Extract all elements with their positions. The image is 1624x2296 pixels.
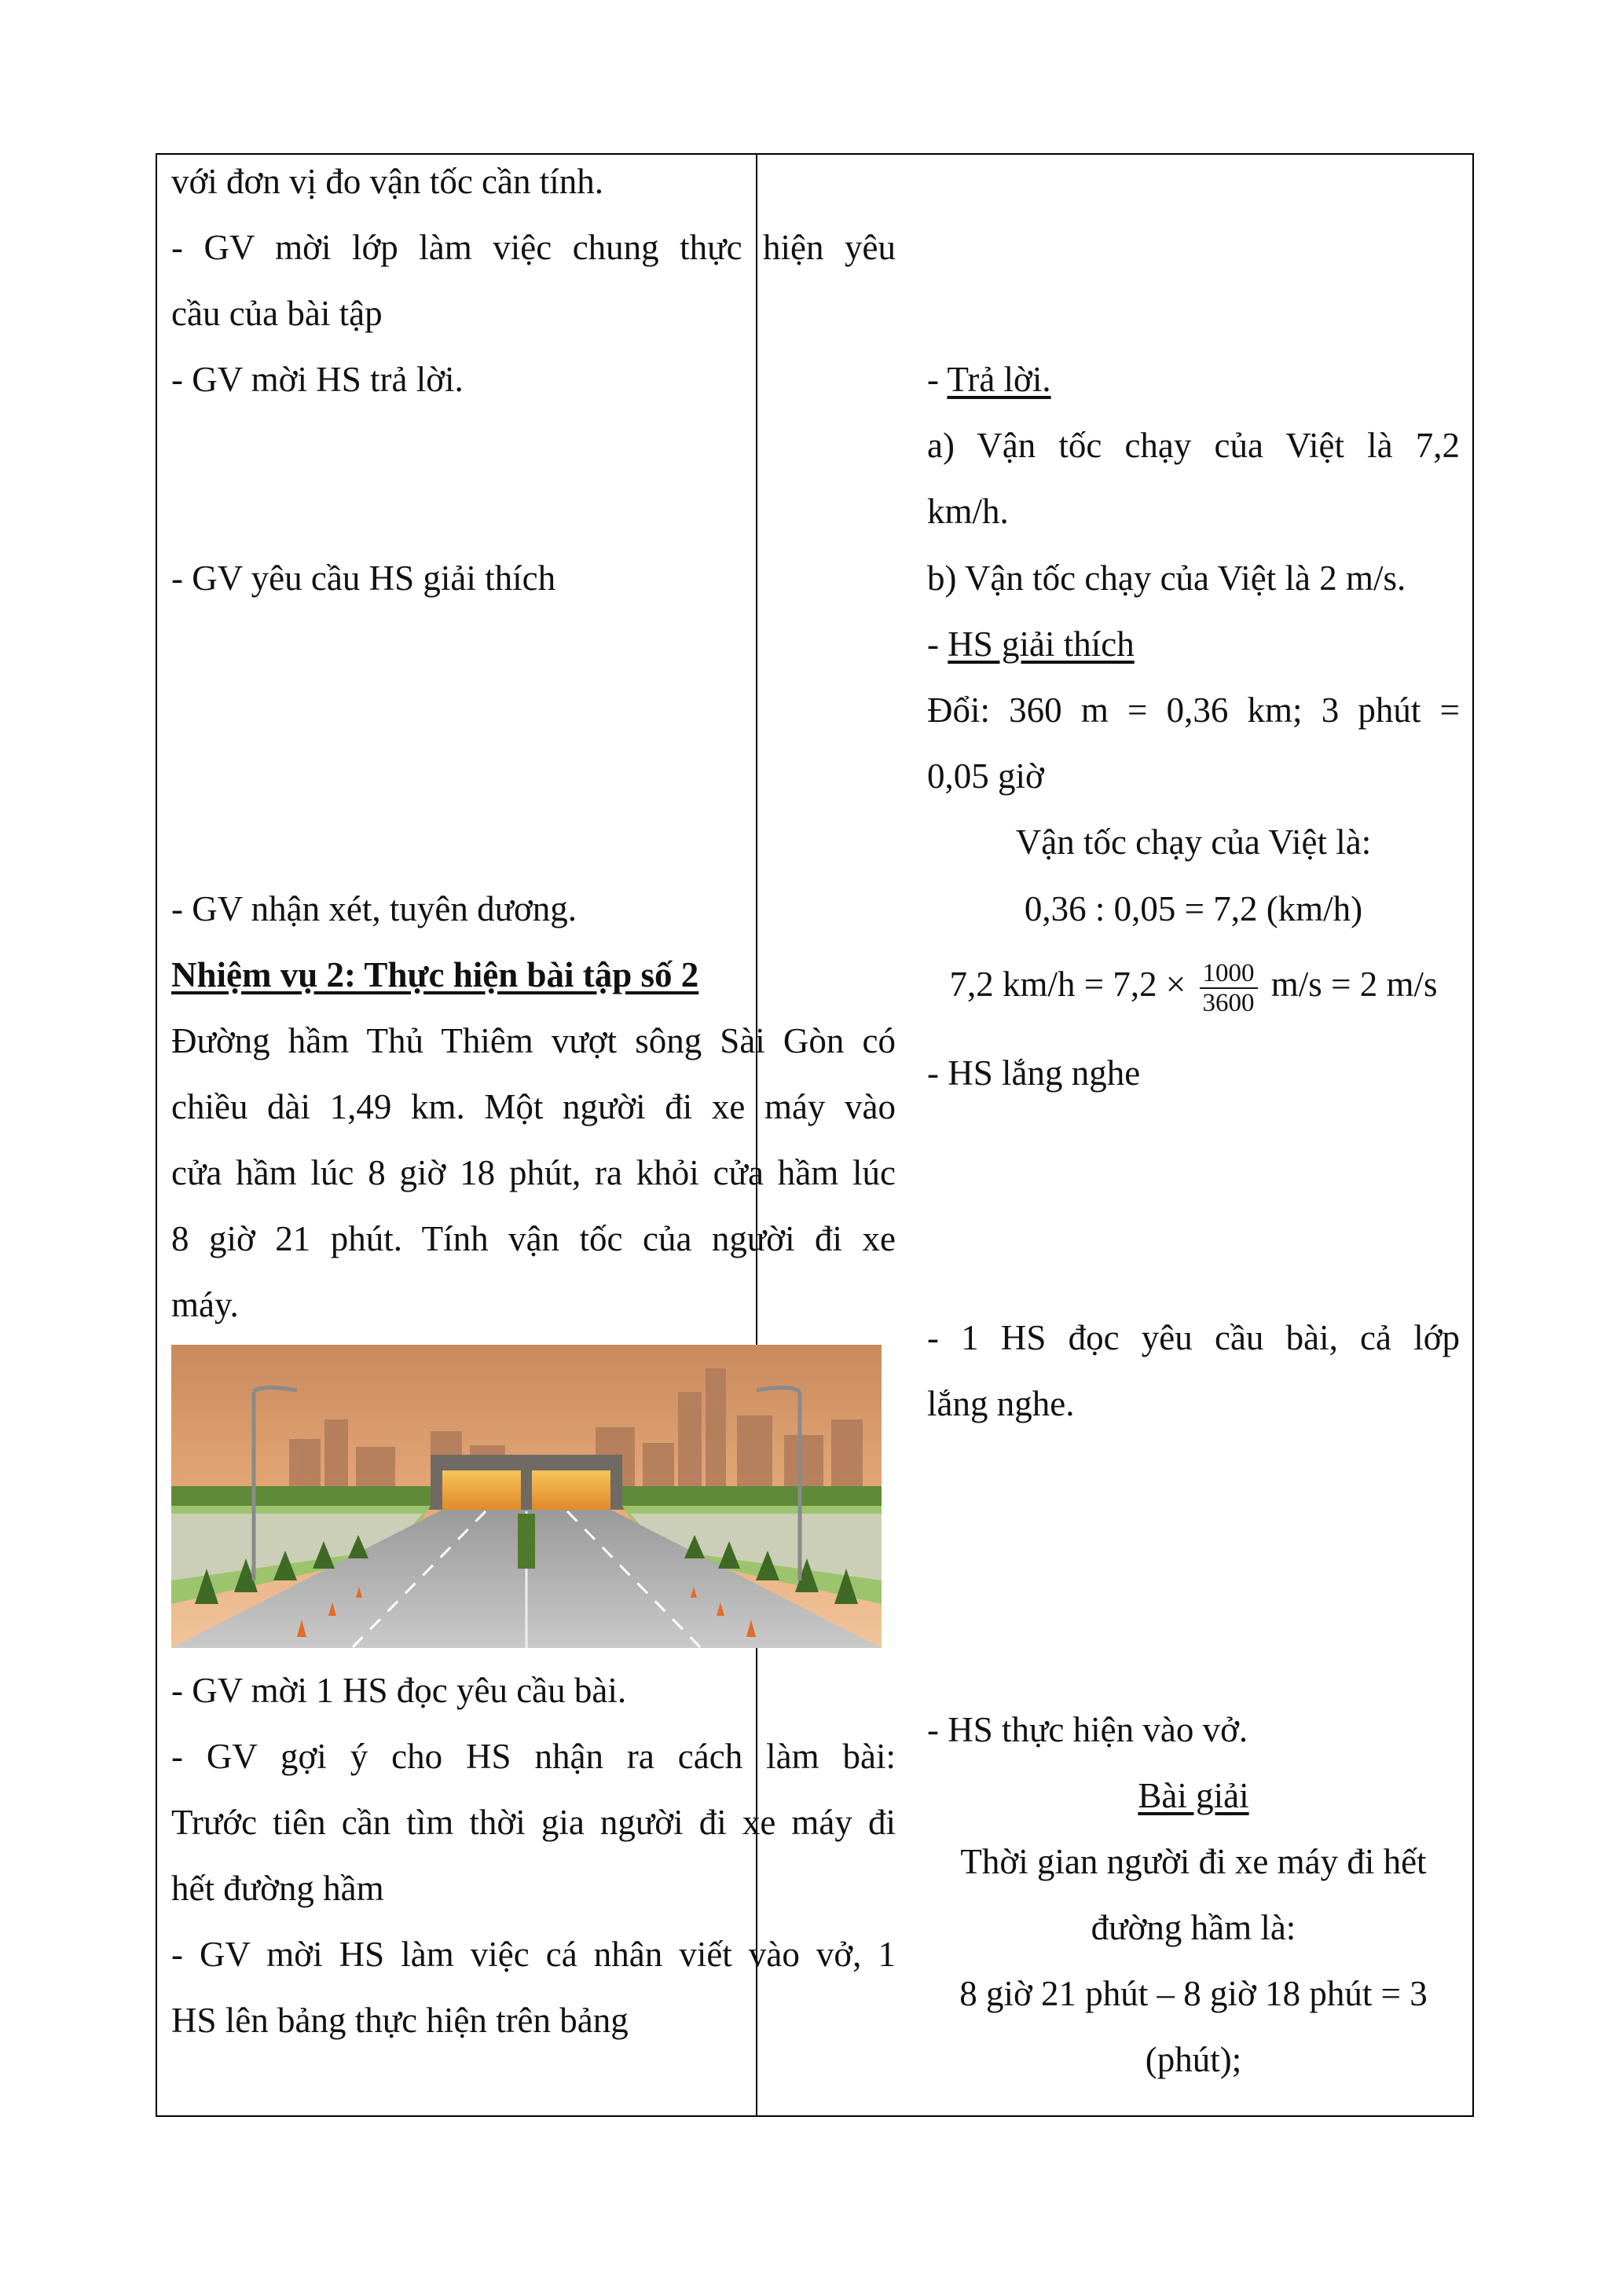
right-line-14: - HS thực hiện vào vở. — [927, 1710, 1248, 1749]
left-line-1: với đơn vị đo vận tốc cần tính. — [171, 162, 603, 201]
answer-heading: Trả lời. — [947, 360, 1051, 399]
right-line-18: 8 giờ 21 phút – 8 giờ 18 phút = 3 — [959, 1974, 1428, 2013]
fraction-denominator: 3600 — [1202, 988, 1255, 1017]
left-line-12: máy. — [171, 1285, 239, 1324]
left-line-3: cầu của bài tập — [171, 294, 383, 333]
left-line-13: - GV mời 1 HS đọc yêu cầu bài. — [171, 1671, 627, 1710]
left-line-14: - GV gợi ý cho HS nhận ra cách làm bài: — [171, 1737, 896, 1776]
task-2-heading: Nhiệm vụ 2: Thực hiện bài tập số 2 — [171, 955, 699, 994]
right-line-17: đường hầm là: — [1091, 1908, 1296, 1947]
left-line-5: - GV yêu cầu HS giải thích — [171, 558, 556, 598]
right-line-1 — [927, 357, 1460, 401]
solution-heading-text: Bài giải — [1138, 1776, 1249, 1815]
right-line-3: km/h. — [927, 492, 1009, 531]
right-line-5 — [927, 622, 1460, 666]
right-line-12: - 1 HS đọc yêu cầu bài, cả lớp — [927, 1318, 1460, 1357]
left-line-4: - GV mời HS trả lời. — [171, 360, 464, 399]
right-line-19: (phút); — [1145, 2040, 1242, 2079]
left-line-16: hết đường hầm — [171, 1869, 384, 1908]
left-line-11: 8 giờ 21 phút. Tính vận tốc của người đi xe — [171, 1219, 896, 1258]
right-line-13: lắng nghe. — [927, 1384, 1075, 1423]
left-line-2: - GV mời lớp làm việc chung thực hiện yêu — [171, 228, 896, 267]
dash: - — [927, 360, 948, 399]
right-line-11: - HS lắng nghe — [927, 1053, 1141, 1093]
explain-heading: HS giải thích — [948, 624, 1135, 664]
tunnel-illustration — [171, 1345, 882, 1648]
formula-left: 7,2 km/h = 7,2 × — [949, 965, 1186, 1004]
left-line-9: chiều dài 1,49 km. Một người đi xe máy vào — [171, 1087, 896, 1126]
right-line-16: Thời gian người đi xe máy đi hết — [960, 1842, 1427, 1881]
fraction — [1200, 959, 1258, 1017]
right-line-6: Đổi: 360 m = 0,36 km; 3 phút = — [927, 690, 1460, 730]
formula-right: m/s = 2 m/s — [1270, 965, 1438, 1004]
fraction-numerator: 1000 — [1200, 959, 1258, 989]
right-line-8: Vận tốc chạy của Việt là: — [1015, 822, 1372, 862]
right-line-4: b) Vận tốc chạy của Việt là 2 m/s. — [927, 558, 1406, 598]
left-line-10: cửa hầm lúc 8 giờ 18 phút, ra khỏi cửa hầm lúc — [171, 1153, 896, 1192]
left-line-15: Trước tiên cần tìm thời gia người đi xe máy đi — [171, 1803, 896, 1842]
left-line-18: HS lên bảng thực hiện trên bảng — [171, 2001, 629, 2040]
dash: - — [927, 624, 948, 664]
left-line-8: Đường hầm Thủ Thiêm vượt sông Sài Gòn có — [171, 1021, 896, 1060]
right-line-9: 0,36 : 0,05 = 7,2 (km/h) — [1024, 889, 1363, 928]
left-line-6: - GV nhận xét, tuyên dương. — [171, 889, 577, 928]
left-line-17: - GV mời HS làm việc cá nhân viết vào vở, 1 — [171, 1935, 896, 1974]
right-line-7: 0,05 giờ — [927, 756, 1044, 796]
conversion-formula — [927, 949, 1460, 1020]
solution-heading — [927, 1774, 1460, 1818]
right-line-2: a) Vận tốc chạy của Việt là 7,2 — [927, 426, 1460, 465]
